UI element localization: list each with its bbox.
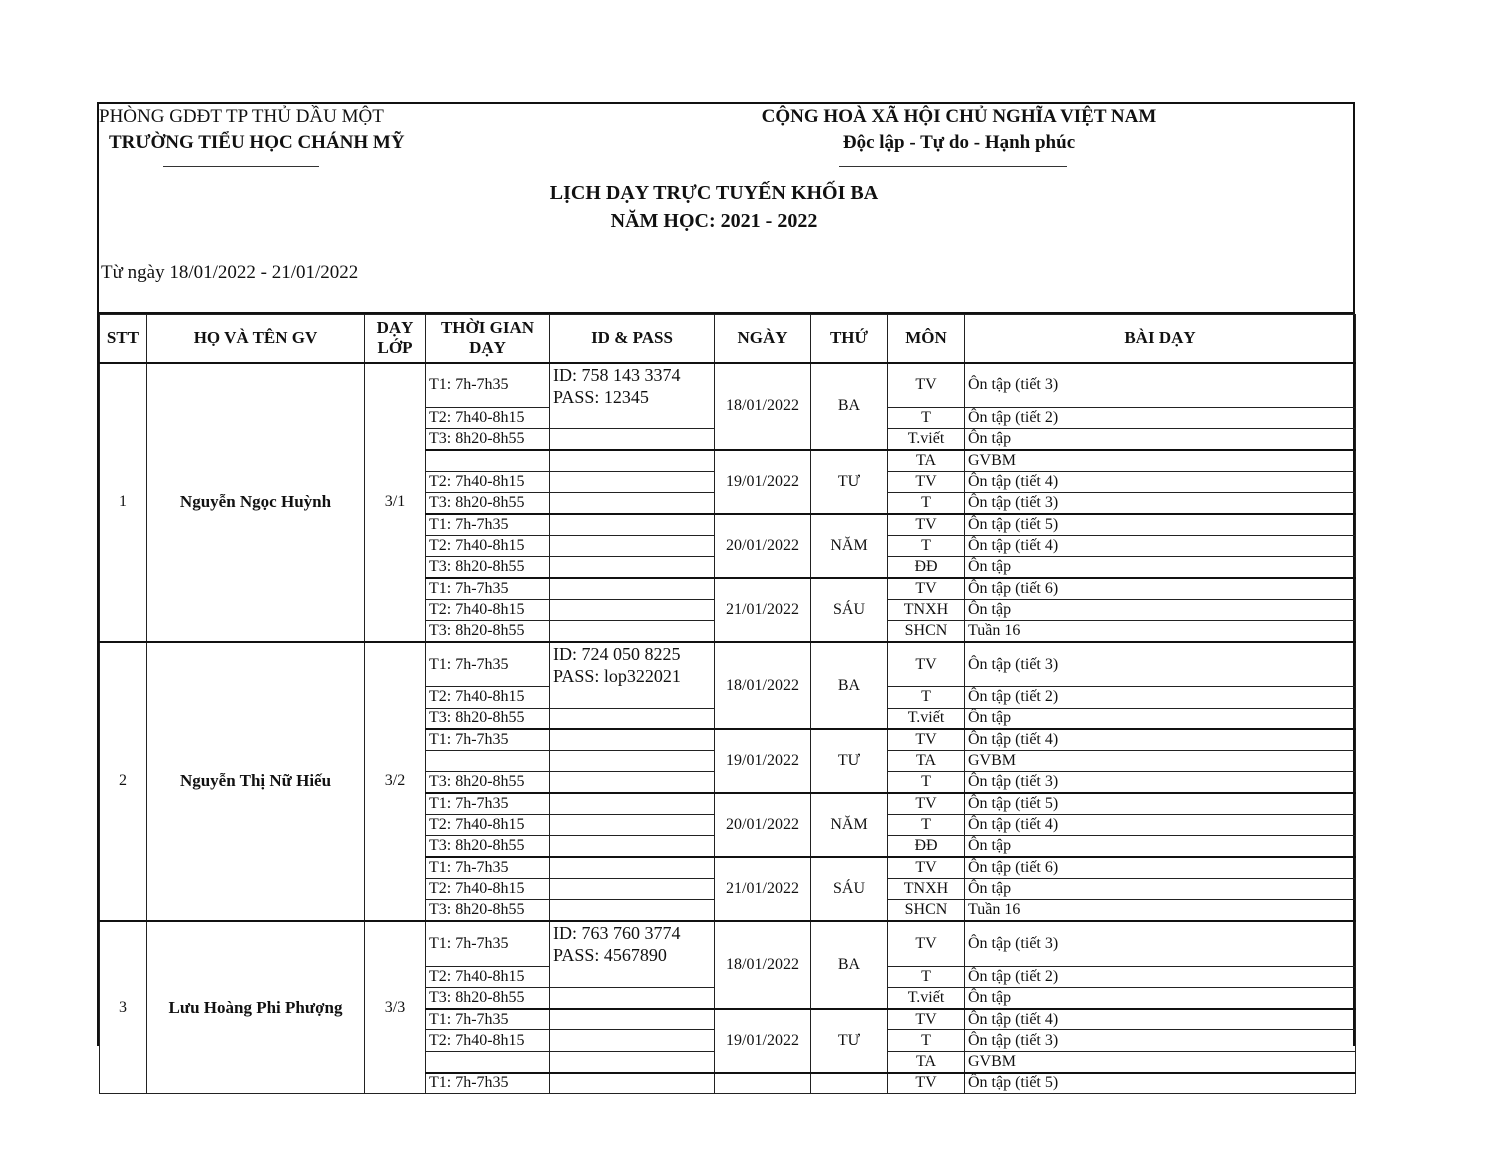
date-cell: 18/01/2022 <box>715 642 811 730</box>
time-cell: T2: 7h40-8h15 <box>426 599 550 620</box>
lesson-cell: Tuần 16 <box>965 900 1356 921</box>
schedule-sheet <box>97 102 1355 1092</box>
col-class: DẠY LỚP <box>365 315 426 363</box>
subject-cell: T.viết <box>888 429 965 450</box>
subject-cell: T <box>888 687 965 708</box>
table-row <box>100 363 1356 408</box>
teacher-class: 3/1 <box>365 363 426 642</box>
lesson-cell: Ôn tập (tiết 4) <box>965 815 1356 836</box>
subject-cell: TV <box>888 857 965 878</box>
lesson-cell: Tuần 16 <box>965 620 1356 641</box>
id-pass-cell <box>550 836 715 857</box>
time-cell: T2: 7h40-8h15 <box>426 535 550 556</box>
time-cell: T3: 8h20-8h55 <box>426 708 550 729</box>
country-name: CỘNG HOÀ XÃ HỘI CHỦ NGHĨA VIỆT NAM <box>761 106 1157 127</box>
time-cell: T3: 8h20-8h55 <box>426 493 550 514</box>
time-cell: T1: 7h-7h35 <box>426 578 550 599</box>
lesson-cell: Ôn tập (tiết 6) <box>965 578 1356 599</box>
weekday-cell: NĂM <box>811 793 888 857</box>
time-cell: T3: 8h20-8h55 <box>426 557 550 578</box>
time-cell: T3: 8h20-8h55 <box>426 900 550 921</box>
date-cell <box>715 1073 811 1094</box>
meeting-pass: PASS: 12345 <box>553 386 649 407</box>
col-stt: STT <box>100 315 147 363</box>
date-cell: 19/01/2022 <box>715 729 811 793</box>
time-cell <box>426 751 550 772</box>
lesson-cell: Ôn tập (tiết 2) <box>965 687 1356 708</box>
col-teacher-name: HỌ VÀ TÊN GV <box>147 315 365 363</box>
time-cell: T3: 8h20-8h55 <box>426 620 550 641</box>
subject-cell: TV <box>888 514 965 535</box>
id-pass-cell <box>550 578 715 599</box>
time-cell: T3: 8h20-8h55 <box>426 987 550 1008</box>
teacher-stt: 1 <box>100 363 147 642</box>
id-pass-cell <box>550 514 715 535</box>
col-weekday: THỨ <box>811 315 888 363</box>
id-pass-cell <box>550 793 715 814</box>
weekday-cell: TƯ <box>811 729 888 793</box>
col-date: NGÀY <box>715 315 811 363</box>
col-id-pass: ID & PASS <box>550 315 715 363</box>
id-pass-cell <box>550 966 715 987</box>
time-cell <box>426 1051 550 1072</box>
weekday-cell: BA <box>811 642 888 730</box>
time-cell: T2: 7h40-8h15 <box>426 408 550 429</box>
date-range: Từ ngày 18/01/2022 - 21/01/2022 <box>101 262 359 283</box>
lesson-cell: Ôn tập (tiết 3) <box>965 493 1356 514</box>
table-row <box>100 642 1356 687</box>
subject-cell: T <box>888 815 965 836</box>
id-pass-cell <box>550 857 715 878</box>
id-pass-cell <box>550 751 715 772</box>
teacher-stt: 2 <box>100 642 147 921</box>
time-cell: T2: 7h40-8h15 <box>426 966 550 987</box>
weekday-cell: BA <box>811 921 888 1009</box>
time-cell: T1: 7h-7h35 <box>426 1073 550 1094</box>
id-pass-cell <box>550 1030 715 1051</box>
id-pass-cell <box>550 493 715 514</box>
lesson-cell: Ôn tập (tiết 4) <box>965 1009 1356 1030</box>
id-pass-cell <box>550 708 715 729</box>
time-cell: T1: 7h-7h35 <box>426 642 550 687</box>
subject-cell: T <box>888 772 965 793</box>
lesson-cell: Ôn tập (tiết 4) <box>965 729 1356 750</box>
teacher-class: 3/2 <box>365 642 426 921</box>
subject-cell: TV <box>888 921 965 966</box>
subject-cell: TV <box>888 729 965 750</box>
teacher-class: 3/3 <box>365 921 426 1094</box>
id-pass-cell <box>550 535 715 556</box>
subject-cell: TNXH <box>888 599 965 620</box>
subject-cell: TV <box>888 363 965 408</box>
page-title: LỊCH DẠY TRỰC TUYẾN KHỐI BA <box>549 182 879 204</box>
id-pass-cell <box>550 363 715 408</box>
subject-cell: SHCN <box>888 900 965 921</box>
weekday-cell: TƯ <box>811 450 888 514</box>
date-cell: 20/01/2022 <box>715 514 811 578</box>
time-cell: T2: 7h40-8h15 <box>426 1030 550 1051</box>
id-pass-cell <box>550 408 715 429</box>
subject-cell: TV <box>888 1073 965 1094</box>
date-cell: 20/01/2022 <box>715 793 811 857</box>
lesson-cell: Ôn tập <box>965 557 1356 578</box>
lesson-cell: Ôn tập (tiết 3) <box>965 772 1356 793</box>
motto-underline <box>839 166 1067 167</box>
time-cell: T1: 7h-7h35 <box>426 857 550 878</box>
id-pass-cell <box>550 642 715 687</box>
subject-cell: TV <box>888 793 965 814</box>
id-pass-cell <box>550 620 715 641</box>
time-cell: T2: 7h40-8h15 <box>426 471 550 492</box>
lesson-cell: Ôn tập <box>965 599 1356 620</box>
lesson-cell: Ôn tập (tiết 5) <box>965 514 1356 535</box>
id-pass-cell <box>550 987 715 1008</box>
table-header-row <box>100 315 1356 363</box>
date-cell: 19/01/2022 <box>715 450 811 514</box>
id-pass-cell <box>550 772 715 793</box>
lesson-cell: Ôn tập (tiết 2) <box>965 408 1356 429</box>
id-pass-cell <box>550 921 715 966</box>
id-pass-cell <box>550 557 715 578</box>
time-cell: T2: 7h40-8h15 <box>426 878 550 899</box>
meeting-id: ID: 724 050 8225 <box>553 643 681 664</box>
id-pass-cell <box>550 1009 715 1030</box>
meeting-id: ID: 763 760 3774 <box>553 923 681 944</box>
id-pass-cell <box>550 429 715 450</box>
subject-cell: T.viết <box>888 987 965 1008</box>
subject-cell: T <box>888 535 965 556</box>
subject-cell: T <box>888 493 965 514</box>
weekday-cell: BA <box>811 363 888 451</box>
col-lesson: BÀI DẠY <box>965 315 1356 363</box>
id-pass-cell <box>550 471 715 492</box>
time-cell <box>426 450 550 471</box>
id-pass-cell <box>550 687 715 708</box>
document-header <box>99 104 1353 314</box>
time-cell: T2: 7h40-8h15 <box>426 687 550 708</box>
time-cell: T1: 7h-7h35 <box>426 363 550 408</box>
time-cell: T3: 8h20-8h55 <box>426 772 550 793</box>
meeting-pass: PASS: 4567890 <box>553 945 667 966</box>
time-cell: T1: 7h-7h35 <box>426 921 550 966</box>
col-subject: MÔN <box>888 315 965 363</box>
weekday-cell: TƯ <box>811 1009 888 1073</box>
table-row <box>100 921 1356 966</box>
id-pass-cell <box>550 878 715 899</box>
weekday-cell <box>811 1073 888 1094</box>
school-underline <box>163 166 319 167</box>
time-cell: T1: 7h-7h35 <box>426 1009 550 1030</box>
schedule-table <box>99 314 1356 1094</box>
time-cell: T1: 7h-7h35 <box>426 793 550 814</box>
lesson-cell: GVBM <box>965 1051 1356 1072</box>
lesson-cell: Ôn tập (tiết 2) <box>965 966 1356 987</box>
lesson-cell: Ôn tập (tiết 4) <box>965 471 1356 492</box>
lesson-cell: Ôn tập <box>965 836 1356 857</box>
weekday-cell: SÁU <box>811 857 888 921</box>
subject-cell: T <box>888 408 965 429</box>
id-pass-cell <box>550 450 715 471</box>
lesson-cell: Ôn tập (tiết 5) <box>965 793 1356 814</box>
date-cell: 19/01/2022 <box>715 1009 811 1073</box>
lesson-cell: GVBM <box>965 450 1356 471</box>
subject-cell: TV <box>888 471 965 492</box>
id-pass-cell <box>550 729 715 750</box>
id-pass-cell <box>550 900 715 921</box>
teacher-stt: 3 <box>100 921 147 1094</box>
meeting-id: ID: 758 143 3374 <box>553 364 681 385</box>
subject-cell: TA <box>888 450 965 471</box>
lesson-cell: Ôn tập (tiết 3) <box>965 363 1356 408</box>
subject-cell: TA <box>888 751 965 772</box>
subject-cell: TA <box>888 1051 965 1072</box>
subject-cell: T <box>888 1030 965 1051</box>
subject-cell: ĐĐ <box>888 836 965 857</box>
subject-cell: T <box>888 966 965 987</box>
schedule-body <box>100 363 1356 1094</box>
subject-cell: ĐĐ <box>888 557 965 578</box>
lesson-cell: Ôn tập (tiết 6) <box>965 857 1356 878</box>
meeting-pass: PASS: lop322021 <box>553 665 681 686</box>
lesson-cell: GVBM <box>965 751 1356 772</box>
col-time: THỜI GIAN DẠY <box>426 315 550 363</box>
teacher-name: Nguyễn Thị Nữ Hiếu <box>147 642 365 921</box>
id-pass-cell <box>550 1073 715 1094</box>
weekday-cell: SÁU <box>811 578 888 642</box>
department-name: PHÒNG GDĐT TP THỦ DẦU MỘT <box>99 106 384 127</box>
subject-cell: T.viết <box>888 708 965 729</box>
school-name: TRƯỜNG TIỂU HỌC CHÁNH MỸ <box>109 132 405 153</box>
lesson-cell: Ôn tập (tiết 3) <box>965 921 1356 966</box>
date-cell: 21/01/2022 <box>715 857 811 921</box>
time-cell: T2: 7h40-8h15 <box>426 815 550 836</box>
teacher-name: Lưu Hoàng Phi Phượng <box>147 921 365 1094</box>
subject-cell: TNXH <box>888 878 965 899</box>
subject-cell: TV <box>888 1009 965 1030</box>
time-cell: T3: 8h20-8h55 <box>426 836 550 857</box>
id-pass-cell <box>550 815 715 836</box>
lesson-cell: Ôn tập (tiết 4) <box>965 535 1356 556</box>
date-cell: 18/01/2022 <box>715 363 811 451</box>
subject-cell: TV <box>888 578 965 599</box>
lesson-cell: Ôn tập (tiết 3) <box>965 642 1356 687</box>
lesson-cell: Ôn tập <box>965 878 1356 899</box>
lesson-cell: Ôn tập <box>965 987 1356 1008</box>
subject-cell: TV <box>888 642 965 687</box>
lesson-cell: Ôn tập <box>965 708 1356 729</box>
lesson-cell: Ôn tập (tiết 5) <box>965 1073 1356 1094</box>
id-pass-cell <box>550 1051 715 1072</box>
lesson-cell: Ôn tập (tiết 3) <box>965 1030 1356 1051</box>
time-cell: T3: 8h20-8h55 <box>426 429 550 450</box>
date-cell: 21/01/2022 <box>715 578 811 642</box>
time-cell: T1: 7h-7h35 <box>426 729 550 750</box>
lesson-cell: Ôn tập <box>965 429 1356 450</box>
subject-cell: SHCN <box>888 620 965 641</box>
school-year: NĂM HỌC: 2021 - 2022 <box>610 210 818 232</box>
weekday-cell: NĂM <box>811 514 888 578</box>
id-pass-cell <box>550 599 715 620</box>
date-cell: 18/01/2022 <box>715 921 811 1009</box>
teacher-name: Nguyễn Ngọc Huỳnh <box>147 363 365 642</box>
time-cell: T1: 7h-7h35 <box>426 514 550 535</box>
national-motto: Độc lập - Tự do - Hạnh phúc <box>842 132 1076 153</box>
